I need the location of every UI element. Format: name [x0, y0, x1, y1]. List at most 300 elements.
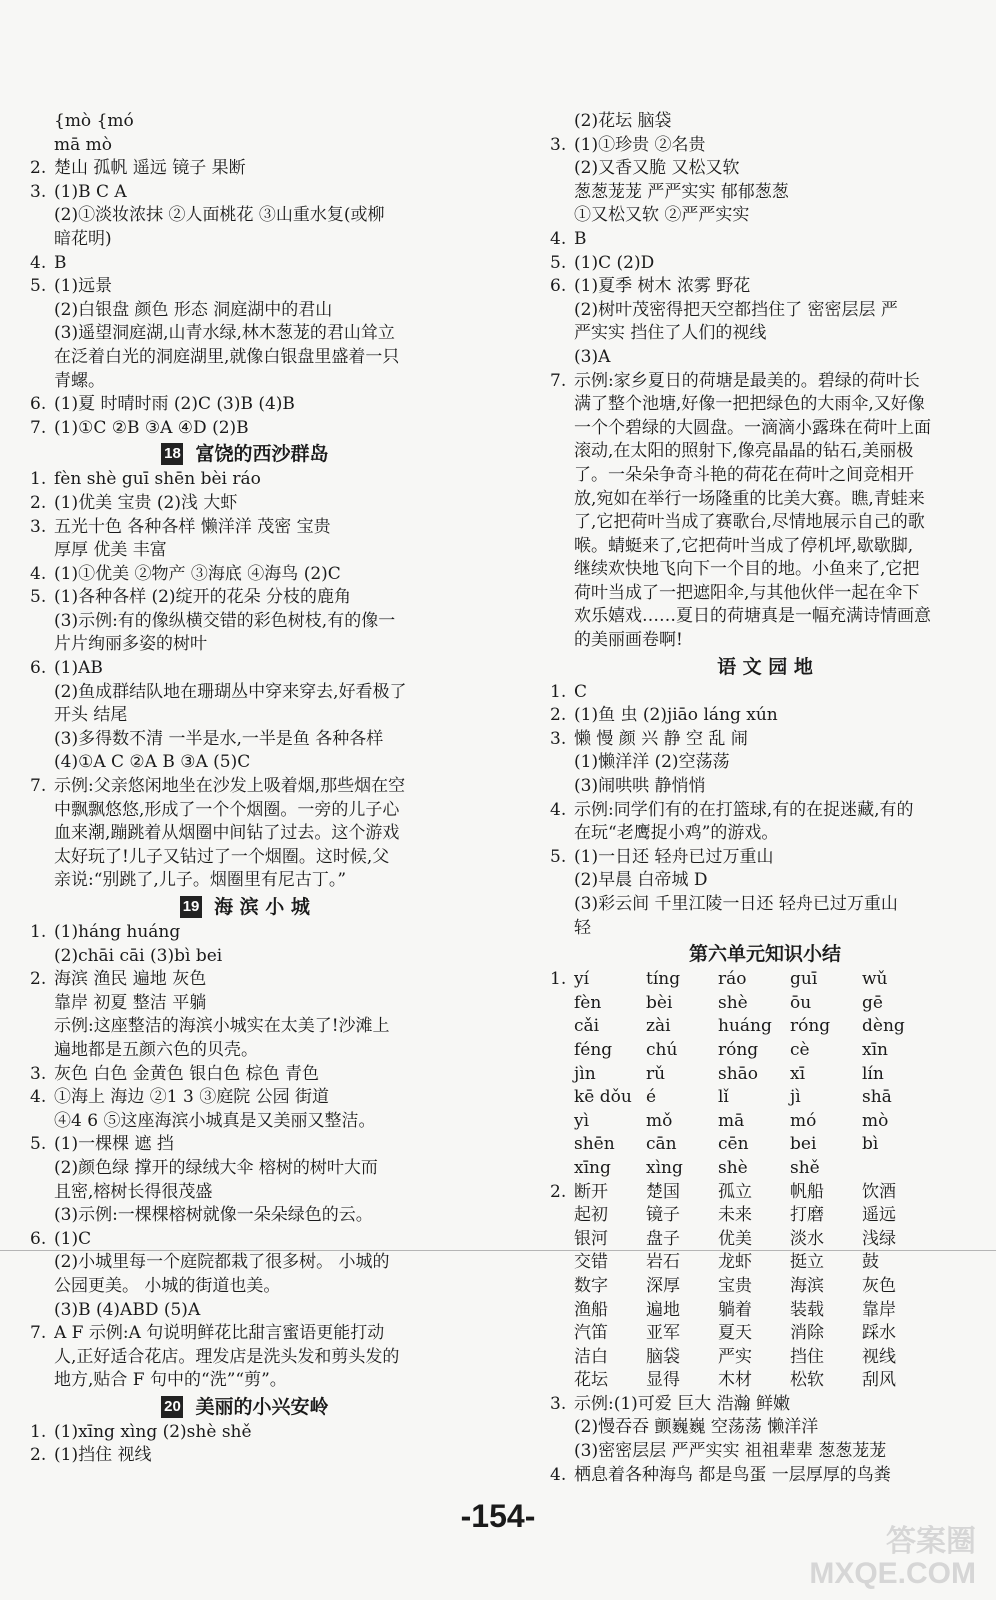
question-number: 7.	[30, 417, 47, 438]
pinyin-cell: chú	[646, 1039, 678, 1060]
answer-line	[550, 799, 980, 823]
question-number: 7.	[30, 1323, 47, 1344]
question-number: 6.	[30, 1228, 47, 1249]
answer-text: 厚厚 优美 丰富	[54, 540, 167, 561]
question-number	[550, 917, 574, 941]
word-cell: 夏天	[718, 1323, 752, 1344]
pinyin-row	[550, 1015, 980, 1039]
word-cell: 松软	[790, 1370, 824, 1391]
question-number	[550, 1110, 574, 1134]
question-number	[550, 1440, 574, 1464]
pinyin-cell: mó	[790, 1110, 817, 1131]
answer-text: 青螺。	[54, 370, 105, 391]
question-number	[550, 535, 574, 559]
pinyin-cell: róng	[718, 1039, 759, 1060]
question-number	[30, 1015, 54, 1039]
answer-line	[550, 728, 980, 752]
answer-line	[30, 1346, 460, 1370]
word-cell: 踩水	[862, 1323, 896, 1344]
answer-line	[30, 1110, 460, 1134]
answer-line	[30, 1369, 460, 1393]
question-number: 1.	[30, 1421, 47, 1442]
answer-line	[550, 346, 980, 370]
right-column	[550, 110, 980, 1487]
word-cell: 灰色	[862, 1275, 896, 1296]
answer-line	[30, 275, 460, 299]
answer-text: (2)颜色绿 撑开的绿绒大伞 榕树的树叶大而	[54, 1157, 378, 1178]
lesson-number-badge: 20	[161, 1396, 183, 1418]
answer-text: 了。一朵朵争奇斗艳的荷花在荷叶之间竞相开	[574, 464, 914, 485]
answer-line	[30, 393, 460, 417]
answer-line	[30, 1204, 460, 1228]
answer-text: 栖息着各种海鸟 都是鸟蛋 一层厚厚的鸟粪	[574, 1464, 891, 1485]
answer-text: 示例:(1)可爱 巨大 浩瀚 鲜嫩	[574, 1393, 791, 1414]
answer-text: (3)示例:有的像纵横交错的彩色树枝,有的像一	[54, 610, 396, 631]
question-number	[550, 582, 574, 606]
pinyin-cell: kē dǒu	[574, 1087, 632, 1108]
pinyin-cell: ōu	[790, 992, 812, 1013]
word-cell: 装载	[790, 1299, 824, 1320]
question-number	[550, 1322, 574, 1346]
pinyin-cell: é	[646, 1087, 657, 1108]
question-number	[550, 393, 574, 417]
pinyin-cell: yì	[574, 1110, 590, 1131]
word-cell: 显得	[646, 1370, 680, 1391]
pinyin-row	[550, 968, 980, 992]
answer-line	[550, 275, 980, 299]
question-number: 2.	[30, 492, 47, 513]
question-number	[550, 1228, 574, 1252]
section-heading	[30, 440, 460, 468]
answer-line	[550, 511, 980, 535]
word-cell: 龙虾	[718, 1252, 752, 1273]
answer-text: ①海上 海边 ②1 3 ③庭院 公园 街道	[54, 1087, 330, 1108]
answer-line	[550, 488, 980, 512]
word-cell: 遥远	[862, 1205, 896, 1226]
answer-line	[550, 846, 980, 870]
answer-text: ④4 6 ⑤这座海滨小城真是又美丽又整洁。	[54, 1110, 376, 1131]
word-row	[550, 1181, 980, 1205]
pinyin-cell: shè	[718, 1157, 748, 1178]
section-heading	[550, 940, 980, 968]
answer-line	[550, 181, 980, 205]
answer-text: (1)鱼 虫 (2)jiāo láng xún	[574, 705, 778, 726]
pinyin-row	[550, 992, 980, 1016]
answer-line	[30, 468, 460, 492]
word-cells	[574, 1369, 934, 1393]
answer-line	[30, 657, 460, 681]
answer-text: 地方,贴合 F 句中的“洗”“剪”。	[54, 1370, 287, 1391]
answer-text: (3)B (4)ABD (5)A	[54, 1299, 201, 1320]
answer-text: (1)远景	[54, 276, 113, 297]
pinyin-row	[550, 1110, 980, 1134]
answer-text: (1)①优美 ②物产 ③海底 ④海鸟 (2)C	[54, 563, 341, 584]
question-number	[30, 1346, 54, 1370]
question-number	[550, 822, 574, 846]
word-cell: 宝贵	[718, 1275, 752, 1296]
answer-text: (1)háng huáng	[54, 922, 181, 942]
answer-line	[30, 228, 460, 252]
answer-text: 太好玩了!儿子又钻过了一个烟圈。这时候,父	[54, 846, 390, 867]
answer-text: 严实实 挡住了人们的视线	[574, 323, 767, 344]
word-cell: 刮风	[862, 1370, 896, 1391]
answer-line	[30, 1275, 460, 1299]
answer-text: 示例:父亲悠闲地坐在沙发上吸着烟,那些烟在空	[54, 776, 406, 797]
answer-line	[30, 1181, 460, 1205]
answer-line	[550, 917, 980, 941]
word-row	[550, 1275, 980, 1299]
pinyin-cell: xīn	[862, 1039, 888, 1060]
question-number	[550, 558, 574, 582]
answer-line	[550, 893, 980, 917]
answer-text: (1)C (2)D	[574, 252, 655, 273]
question-number	[30, 1039, 54, 1063]
answer-text: (1)夏 时晴时雨 (2)C (3)B (4)B	[54, 394, 295, 415]
pinyin-cell: róng	[790, 1016, 831, 1037]
question-number	[30, 299, 54, 323]
answer-text: 欢乐嬉戏……夏日的荷塘真是一幅充满诗情画意	[574, 606, 931, 627]
answer-line	[30, 181, 460, 205]
question-number	[550, 511, 574, 535]
question-number: 6.	[550, 276, 567, 297]
word-row	[550, 1346, 980, 1370]
question-number	[550, 1251, 574, 1275]
pinyin-cells	[574, 992, 934, 1016]
question-number	[550, 1204, 574, 1228]
page-number: -154-	[460, 1498, 536, 1534]
question-number	[30, 204, 54, 228]
answer-text: 懒 慢 颜 兴 静 空 乱 闹	[574, 728, 748, 749]
word-cell: 优美	[718, 1228, 752, 1249]
answer-text: (2)鱼成群结队地在珊瑚丛中穿来穿去,好看极了	[54, 681, 407, 702]
question-number	[550, 629, 574, 653]
answer-line	[30, 563, 460, 587]
pinyin-cell: gē	[862, 992, 883, 1013]
question-number: 7.	[550, 370, 567, 391]
answer-line	[550, 417, 980, 441]
answer-text: (1)一棵棵 遮 挡	[54, 1134, 174, 1155]
answer-text: 示例:家乡夏日的荷塘是最美的。碧绿的荷叶长	[574, 370, 920, 391]
pinyin-row	[550, 1157, 980, 1181]
answer-line	[30, 1086, 460, 1110]
word-cell: 岩石	[646, 1252, 680, 1273]
answer-text: ①又松又软 ②严严实实	[574, 205, 750, 226]
question-number	[30, 822, 54, 846]
question-number: 7.	[30, 776, 47, 797]
question-number	[30, 1299, 54, 1323]
word-cell: 脑袋	[646, 1346, 680, 1367]
answer-text: (4)①A C ②A B ③A (5)C	[54, 752, 251, 773]
question-number: 4.	[30, 1087, 47, 1108]
pinyin-cell: fèn	[574, 992, 602, 1013]
question-number	[550, 440, 574, 464]
answer-text: 示例:这座整洁的海滨小城实在太美了!沙滩上	[54, 1016, 390, 1037]
question-number: 2.	[30, 1445, 47, 1466]
answer-text: 亲说:“别跳了,儿子。烟圈里有尼古丁。”	[54, 870, 347, 891]
question-number	[30, 539, 54, 563]
question-number	[550, 1086, 574, 1110]
word-cell: 遍地	[646, 1299, 680, 1320]
answer-line	[30, 322, 460, 346]
question-number	[550, 1275, 574, 1299]
pinyin-cell: bei	[790, 1134, 817, 1155]
question-number	[30, 1251, 54, 1275]
answer-text: 灰色 白色 金黄色 银白色 棕色 青色	[54, 1063, 320, 1084]
pinyin-cell: xī	[790, 1063, 806, 1084]
question-number	[550, 299, 574, 323]
answer-line	[550, 157, 980, 181]
question-number	[550, 1369, 574, 1393]
answer-line	[30, 299, 460, 323]
question-number	[30, 346, 54, 370]
answer-text: 且密,榕树长得很茂盛	[54, 1181, 213, 1202]
word-row	[550, 1369, 980, 1393]
pinyin-cell: cān	[646, 1134, 677, 1155]
question-number	[30, 1181, 54, 1205]
answer-text: 人,正好适合花店。理发店是洗头发和剪头发的	[54, 1346, 400, 1367]
answer-line	[30, 1444, 460, 1468]
answer-text: C	[574, 681, 588, 702]
answer-line	[550, 869, 980, 893]
answer-line	[30, 610, 460, 634]
question-number	[30, 681, 54, 705]
question-number	[30, 1110, 54, 1134]
answer-line	[550, 1416, 980, 1440]
word-cells	[574, 1346, 934, 1370]
answer-text: (2)小城里每一个庭院都栽了很多树。 小城的	[54, 1252, 390, 1273]
answer-text: (1)优美 宝贵 (2)浅 大虾	[54, 492, 238, 513]
question-number	[30, 728, 54, 752]
answer-line	[30, 633, 460, 657]
answer-text: 暗花明)	[54, 228, 112, 249]
pinyin-cell: zài	[646, 1016, 671, 1037]
answer-text: (1)AB	[54, 658, 103, 679]
answer-text: (2)早晨 白帝城 D	[574, 870, 708, 891]
answer-line	[30, 134, 460, 158]
lesson-number-badge: 18	[161, 443, 183, 465]
answer-text: (3)A	[574, 346, 611, 367]
answer-line	[30, 869, 460, 893]
word-row	[550, 1299, 980, 1323]
question-number: 2.	[550, 705, 567, 726]
word-cell: 洁白	[574, 1346, 608, 1367]
answer-text: 中飘飘悠悠,形成了一个个烟圈。一旁的儿子心	[54, 799, 400, 820]
word-row	[550, 1204, 980, 1228]
pinyin-cell: wǔ	[862, 969, 888, 990]
answer-text: 海滨 渔民 遍地 灰色	[54, 969, 207, 990]
word-cell: 起初	[574, 1205, 608, 1226]
answer-line	[30, 704, 460, 728]
question-number	[30, 869, 54, 893]
question-number	[30, 1157, 54, 1181]
word-row	[550, 1322, 980, 1346]
answer-text: 葱葱茏茏 严严实实 郁郁葱葱	[574, 181, 789, 202]
answer-line	[30, 516, 460, 540]
word-cells	[574, 1204, 934, 1228]
answer-text: 放,宛如在举行一场隆重的比美大赛。瞧,青蛙来	[574, 488, 925, 509]
pinyin-row	[550, 1133, 980, 1157]
question-number	[550, 605, 574, 629]
word-row	[550, 1228, 980, 1252]
question-number: 1.	[550, 681, 567, 702]
answer-line	[550, 775, 980, 799]
question-number	[550, 1133, 574, 1157]
question-number: 6.	[30, 658, 47, 679]
question-number	[550, 1299, 574, 1323]
answer-text: (3)多得数不清 一半是水,一半是鱼 各种各样	[54, 728, 384, 749]
question-number	[30, 610, 54, 634]
pinyin-cell: huáng	[718, 1016, 772, 1037]
pinyin-cell: mā	[718, 1110, 745, 1131]
answer-line	[30, 1228, 460, 1252]
answer-line	[30, 586, 460, 610]
word-cell: 挡住	[790, 1346, 824, 1367]
answer-line	[30, 822, 460, 846]
question-number	[30, 945, 54, 969]
answer-line	[30, 846, 460, 870]
answer-text: (1)一日还 轻舟已过万重山	[574, 846, 774, 867]
answer-text: 了,它把荷叶当成了赛歌台,尽情地展示自己的歌	[574, 512, 925, 533]
question-number: 1.	[30, 922, 47, 942]
question-number	[30, 110, 54, 134]
answer-line	[550, 558, 980, 582]
question-number: 3.	[550, 1393, 567, 1414]
question-number	[550, 1039, 574, 1063]
question-number	[550, 464, 574, 488]
word-cell: 未来	[718, 1205, 752, 1226]
question-number	[30, 633, 54, 657]
question-number: 5.	[30, 587, 47, 608]
word-cell: 严实	[718, 1346, 752, 1367]
answer-text: 五光十色 各种各样 懒洋洋 茂密 宝贵	[54, 516, 331, 537]
answer-line	[30, 1063, 460, 1087]
question-number	[550, 346, 574, 370]
answer-text: 满了整个池塘,好像一把把绿色的大雨伞,又好像	[574, 394, 925, 415]
answer-text: (3)闹哄哄 静悄悄	[574, 776, 706, 797]
answer-line	[30, 992, 460, 1016]
question-number: 1.	[30, 469, 47, 490]
word-cell: 饮酒	[862, 1181, 896, 1202]
answer-text: 楚山 孤帆 遥远 镜子 果断	[54, 158, 246, 179]
question-number	[550, 417, 574, 441]
answer-text: fèn shè guī shēn bèi ráo	[54, 469, 261, 490]
watermark-line2: MXQE.COM	[809, 1557, 976, 1590]
pinyin-cell: jìn	[574, 1063, 596, 1084]
word-cell: 海滨	[790, 1275, 824, 1296]
section-heading	[30, 893, 460, 921]
answer-line	[30, 1322, 460, 1346]
question-number	[30, 134, 54, 158]
section-title: 第六单元知识小结	[688, 943, 841, 966]
answer-text: 遍地都是五颜六色的贝壳。	[54, 1039, 258, 1060]
question-number	[550, 1157, 574, 1181]
pinyin-cell: rǔ	[646, 1063, 666, 1084]
pinyin-cell: yí	[574, 969, 590, 990]
word-row	[550, 1251, 980, 1275]
answer-line	[30, 1039, 460, 1063]
answer-line	[30, 346, 460, 370]
answer-text: (2)chāi cāi (3)bì bei	[54, 945, 223, 966]
answer-line	[30, 204, 460, 228]
question-number: 4.	[550, 799, 567, 820]
answer-line	[30, 1133, 460, 1157]
answer-line	[550, 535, 980, 559]
question-number: 4.	[550, 228, 567, 249]
lesson-number-badge: 19	[180, 896, 202, 918]
word-cell: 鼓	[862, 1252, 879, 1273]
answer-line	[550, 370, 980, 394]
question-number	[30, 704, 54, 728]
word-cell: 亚军	[646, 1323, 680, 1344]
word-cell: 楚国	[646, 1181, 680, 1202]
answer-text: (1)①珍贵 ②名贵	[574, 134, 706, 155]
answer-text: B	[54, 252, 67, 273]
question-number	[550, 869, 574, 893]
answer-line	[30, 681, 460, 705]
answer-line	[550, 393, 980, 417]
answer-line	[550, 822, 980, 846]
answer-line	[30, 728, 460, 752]
question-number	[30, 228, 54, 252]
question-number	[550, 1015, 574, 1039]
answer-line	[30, 921, 460, 945]
word-cell: 帆船	[790, 1181, 824, 1202]
word-cell: 孤立	[718, 1181, 752, 1202]
question-number: 3.	[30, 1063, 47, 1084]
pinyin-cell: lǐ	[718, 1087, 729, 1108]
answer-text: (1)①C ②B ③A ④D (2)B	[54, 417, 249, 438]
pinyin-row	[550, 1039, 980, 1063]
question-number: 4.	[30, 563, 47, 584]
answer-line	[30, 1421, 460, 1445]
answer-line	[30, 252, 460, 276]
section-title: 美丽的小兴安岭	[195, 1395, 329, 1418]
answer-line	[30, 945, 460, 969]
question-number	[30, 370, 54, 394]
answer-line	[550, 1464, 980, 1488]
pinyin-cell: tíng	[646, 969, 681, 990]
word-cell: 汽笛	[574, 1323, 608, 1344]
pinyin-cell: shā	[862, 1087, 892, 1108]
answer-line	[550, 134, 980, 158]
pinyin-cell: jì	[790, 1087, 801, 1108]
answer-text: mā mò	[54, 134, 113, 155]
section-title: 海 滨 小 城	[214, 896, 310, 918]
question-number: 2.	[30, 158, 47, 179]
answer-text: 轻	[574, 917, 591, 938]
question-number: 6.	[30, 394, 47, 415]
question-number	[30, 1275, 54, 1299]
watermark-line1: 答案圈	[886, 1525, 976, 1558]
answer-text: {mò {mó	[54, 111, 134, 131]
answer-text: (1)C	[54, 1228, 92, 1249]
answer-text: (2)又香又脆 又松又软	[574, 158, 740, 179]
question-number: 5.	[30, 1134, 47, 1155]
question-number	[550, 992, 574, 1016]
answer-line	[30, 968, 460, 992]
pinyin-cell: dèng	[862, 1016, 905, 1037]
pinyin-cells	[574, 1110, 934, 1134]
pinyin-cell: bì	[862, 1134, 879, 1155]
question-number	[550, 893, 574, 917]
answer-line	[30, 1251, 460, 1275]
watermark-logo	[809, 1526, 976, 1590]
answer-line	[30, 539, 460, 563]
pinyin-cell: cēn	[718, 1134, 749, 1155]
question-number	[550, 157, 574, 181]
question-number: 4.	[550, 1464, 567, 1485]
answer-text: (1)B C A	[54, 181, 127, 202]
